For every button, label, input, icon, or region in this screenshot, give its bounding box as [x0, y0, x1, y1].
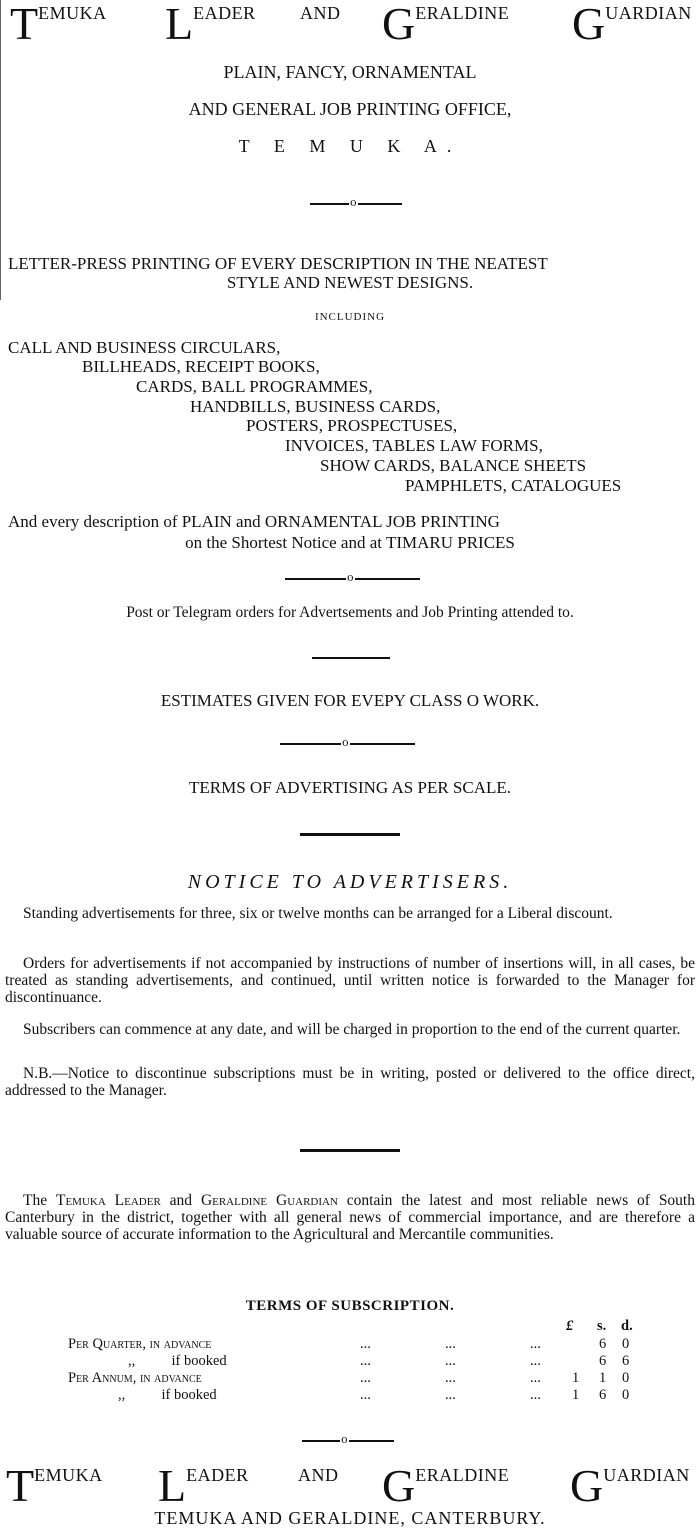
- notice-paragraph-2: Orders for advertisements if not accompanied by instructions of number of insertions will, in all cases, be treated as standing advertisements, and continued, until written notice is forwarded to the Manager for discontinuance.: [5, 955, 695, 1006]
- footer-place-line: TEMUKA AND GERALDINE, CANTERBURY.: [154, 1508, 546, 1528]
- service-item: CALL AND BUSINESS CIRCULARS,: [8, 338, 281, 357]
- subscription-table: [0, 1318, 700, 1408]
- divider-ornament: o: [342, 736, 349, 749]
- service-item: BILLHEADS, RECEIPT BOOKS,: [82, 357, 320, 376]
- notice-heading: NOTICE TO ADVERTISERS.: [187, 871, 513, 893]
- subscription-row: ,, if booked ... ... ... 6 6: [128, 1353, 630, 1369]
- subscription-row: Per Quarter, in advance ... ... ... 6 0: [68, 1336, 630, 1352]
- including-label: INCLUDING: [314, 311, 386, 323]
- service-item: INVOICES, TABLES LAW FORMS,: [285, 436, 543, 455]
- divider-rule: [300, 1149, 400, 1152]
- every-description-line-2: on the Shortest Notice and at TIMARU PRICES: [185, 533, 515, 552]
- about-paragraph: The Temuka Leader and Geraldine Guardian contain the latest and most reliable news of South Canterbury in the district, together with all general news of commercial importance, and are therefore a valuable source of accurate information to the Agricultural and Mercantile communities.: [5, 1192, 695, 1243]
- service-item: CARDS, BALL PROGRAMMES,: [136, 377, 373, 396]
- masthead-word-guardian: G UARDIAN: [570, 1460, 690, 1511]
- office-line-2: AND GENERAL JOB PRINTING OFFICE,: [188, 99, 512, 119]
- subscription-heading: TERMS OF SUBSCRIPTION.: [245, 1298, 455, 1314]
- letterpress-line-2: STYLE AND NEWEST DESIGNS.: [226, 273, 474, 292]
- notice-paragraph-3: Subscribers can commence at any date, and will be charged in proportion to the end of the current quarter.: [23, 1021, 681, 1038]
- divider-ornament: o: [350, 196, 357, 209]
- divider-ornament: o: [341, 1433, 348, 1446]
- masthead-word-leader: L EADER: [165, 0, 256, 49]
- office-line-3: T E M U K A.: [238, 136, 462, 156]
- notice-paragraph-1: Standing advertisements for three, six or twelve months can be arranged for a Liberal discount.: [23, 905, 613, 922]
- subscription-header-row: £ s. d.: [566, 1318, 633, 1334]
- post-orders-line: Post or Telegram orders for Advertsements and Job Printing attended to.: [126, 604, 574, 621]
- service-item: PAMPHLETS, CATALOGUES: [405, 476, 622, 495]
- divider-rule: [312, 657, 390, 659]
- masthead-word-geraldine: G ERALDINE: [382, 1460, 510, 1511]
- service-item: SHOW CARDS, BALANCE SHEETS: [320, 456, 587, 475]
- service-item: POSTERS, PROSPECTUSES,: [246, 416, 458, 435]
- masthead-word-and: AND: [300, 3, 341, 23]
- estimates-line: ESTIMATES GIVEN FOR EVEPY CLASS O WORK.: [160, 691, 540, 710]
- masthead-word-and: AND: [298, 1465, 339, 1485]
- every-description-line-1: And every description of PLAIN and ORNAMENTAL JOB PRINTING: [8, 512, 500, 531]
- service-item: HANDBILLS, BUSINESS CARDS,: [190, 397, 441, 416]
- subscription-row: Per Annum, in advance ... ... ... 1 1 0: [68, 1370, 630, 1386]
- masthead-word-geraldine: G ERALDINE: [382, 0, 510, 49]
- divider-ornament: o: [347, 571, 354, 584]
- letterpress-line-1: LETTER-PRESS PRINTING OF EVERY DESCRIPTION IN THE NEATEST: [8, 254, 548, 273]
- divider-rule: [300, 833, 400, 836]
- masthead-word-temuka: T EMUKA: [6, 1460, 103, 1511]
- notice-paragraph-4: N.B.—Notice to discontinue subscriptions must be in writing, posted or delivered to the office direct, addressed to the Manager.: [5, 1065, 695, 1099]
- masthead-word-guardian: G UARDIAN: [572, 0, 692, 49]
- terms-advertising-line: TERMS OF ADVERTISING AS PER SCALE.: [188, 778, 512, 797]
- office-line-1: PLAIN, FANCY, ORNAMENTAL: [223, 62, 477, 82]
- paper-name-guardian: Geraldine Guardian: [200, 1192, 338, 1209]
- subscription-row: ,, if booked ... ... ... 1 6 0: [118, 1387, 630, 1403]
- paper-name-leader: Temuka Leader: [55, 1192, 161, 1209]
- masthead-word-leader: L EADER: [158, 1460, 249, 1511]
- masthead-word-temuka: T EMUKA: [10, 0, 107, 49]
